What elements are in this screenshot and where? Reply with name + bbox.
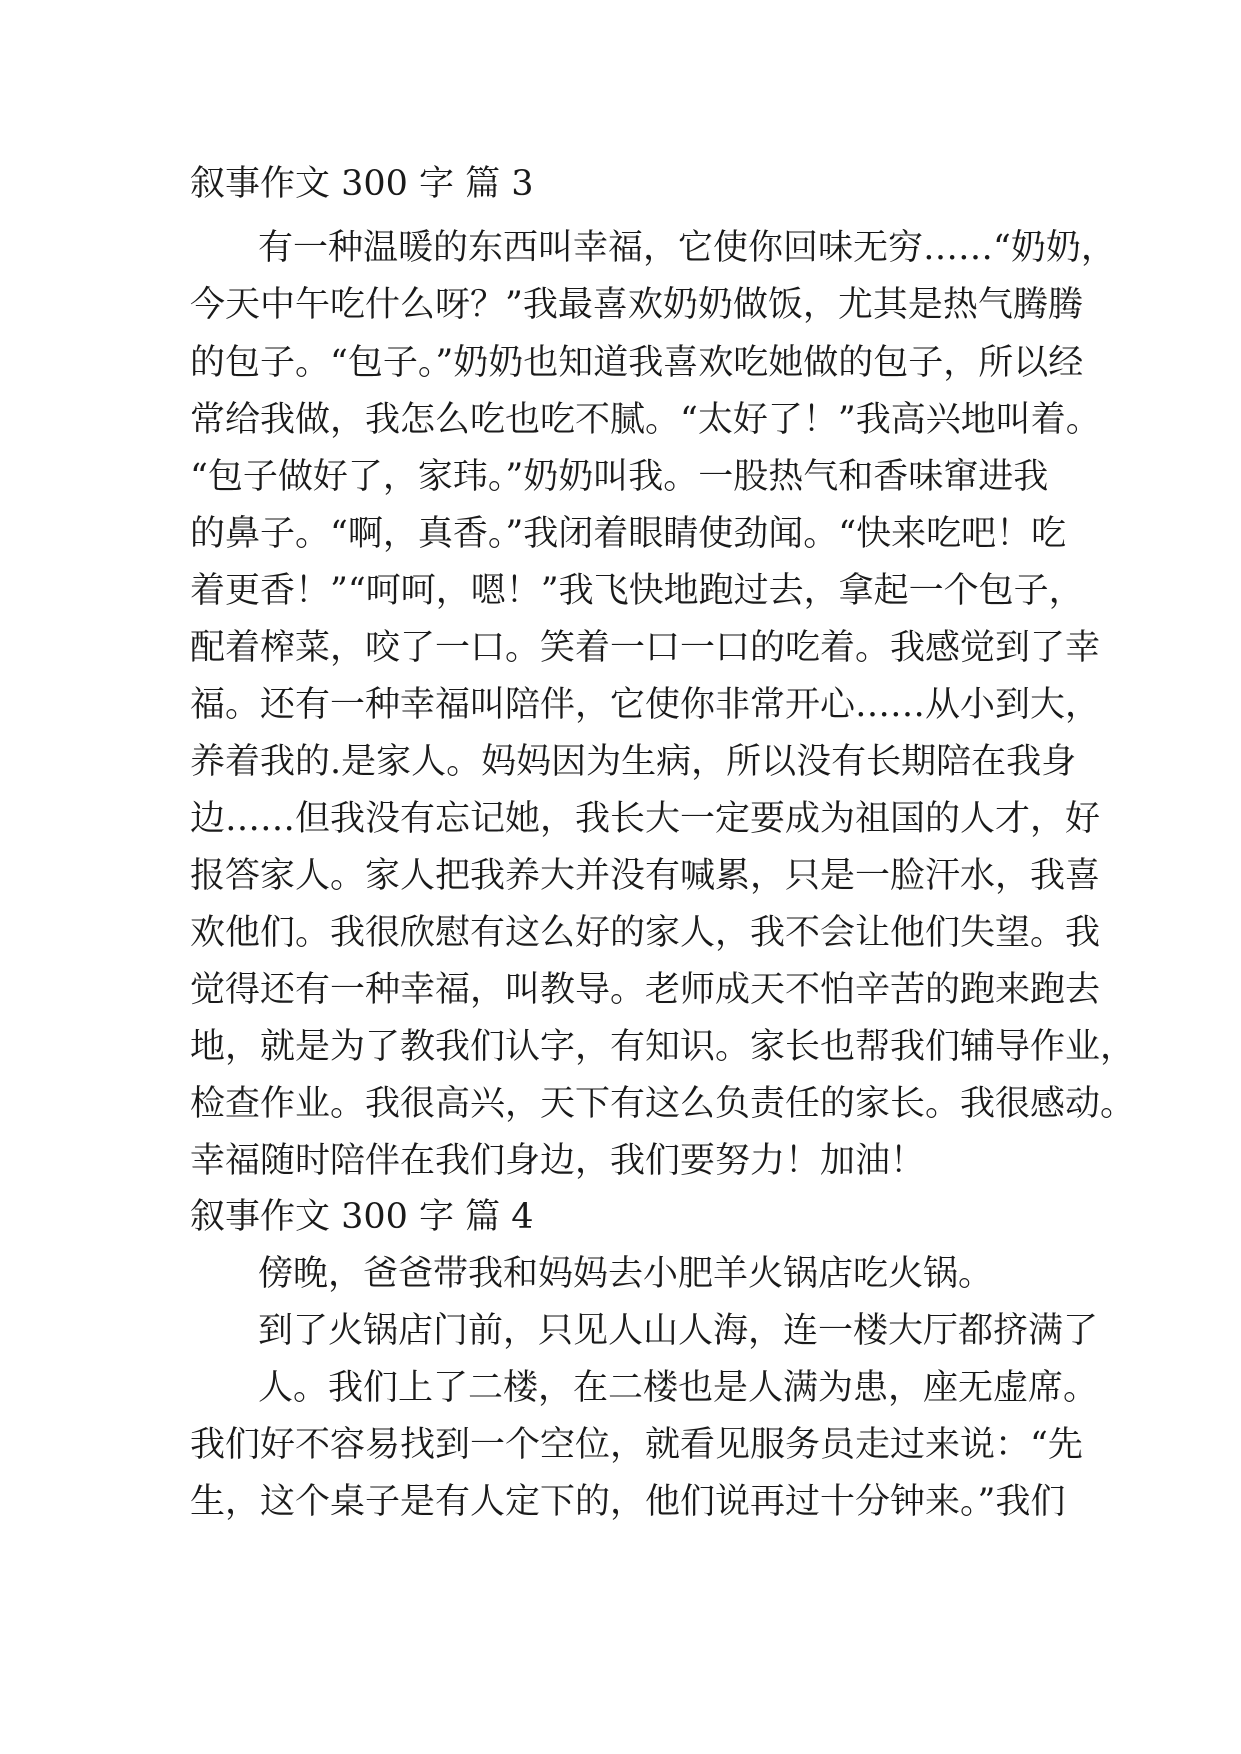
section-3-line-7: 着更香！”“呵呵，嗯！”我飞快地跑过去，拿起一个包子， bbox=[190, 571, 1084, 611]
section-4-line-5: 生，这个桌子是有人定下的，他们说再过十分钟来。”我们 bbox=[190, 1482, 1066, 1522]
section-3-line-14: 觉得还有一种幸福，叫教导。老师成天不怕辛苦的跑来跑去 bbox=[190, 970, 1101, 1010]
section-3-line-13: 欢他们。我很欣慰有这么好的家人，我不会让他们失望。我 bbox=[190, 913, 1101, 953]
section-4-heading: 叙事作文 300 字 篇 4 bbox=[190, 1197, 534, 1237]
section-3-line-1: 有一种温暖的东西叫幸福，它使你回味无穷……“奶奶， bbox=[258, 228, 1116, 268]
section-4-line-3: 人。我们上了二楼，在二楼也是人满为患，座无虚席。 bbox=[258, 1368, 1099, 1408]
section-3-line-2: 今天中午吃什么呀？”我最喜欢奶奶做饭，尤其是热气腾腾 bbox=[190, 285, 1083, 325]
section-4-line-2: 到了火锅店门前，只见人山人海，连一楼大厅都挤满了 bbox=[258, 1311, 1099, 1351]
section-3-line-15: 地，就是为了教我们认字，有知识。家长也帮我们辅导作业， bbox=[190, 1027, 1136, 1067]
section-3-line-12: 报答家人。家人把我养大并没有喊累，只是一脸汗水，我喜 bbox=[190, 856, 1101, 896]
section-3-line-3: 的包子。“包子。”奶奶也知道我喜欢吃她做的包子，所以经 bbox=[190, 343, 1084, 383]
section-4-line-4: 我们好不容易找到一个空位，就看见服务员走过来说：“先 bbox=[190, 1425, 1083, 1465]
section-3-line-8: 配着榨菜，咬了一口。笑着一口一口的吃着。我感觉到了幸 bbox=[190, 628, 1101, 668]
section-3-line-4: 常给我做，我怎么吃也吃不腻。“太好了！”我高兴地叫着。 bbox=[190, 400, 1101, 440]
section-3-line-16: 检查作业。我很高兴，天下有这么负责任的家长。我很感动。 bbox=[190, 1084, 1136, 1124]
section-3-line-10: 养着我的.是家人。妈妈因为生病，所以没有长期陪在我身 bbox=[190, 742, 1077, 782]
section-3-line-17: 幸福随时陪伴在我们身边，我们要努力！加油！ bbox=[190, 1141, 926, 1181]
section-3-line-9: 福。还有一种幸福叫陪伴，它使你非常开心……从小到大， bbox=[190, 685, 1101, 725]
section-3-line-11: 边……但我没有忘记她，我长大一定要成为祖国的人才，好 bbox=[190, 799, 1101, 839]
section-3-line-5: “包子做好了，家玮。”奶奶叫我。一股热气和香味窜进我 bbox=[190, 457, 1049, 497]
section-3-heading: 叙事作文 300 字 篇 3 bbox=[190, 164, 534, 204]
section-4-line-1: 傍晚，爸爸带我和妈妈去小肥羊火锅店吃火锅。 bbox=[258, 1254, 994, 1294]
section-3-line-6: 的鼻子。“啊，真香。”我闭着眼睛使劲闻。“快来吃吧！吃 bbox=[190, 514, 1067, 554]
